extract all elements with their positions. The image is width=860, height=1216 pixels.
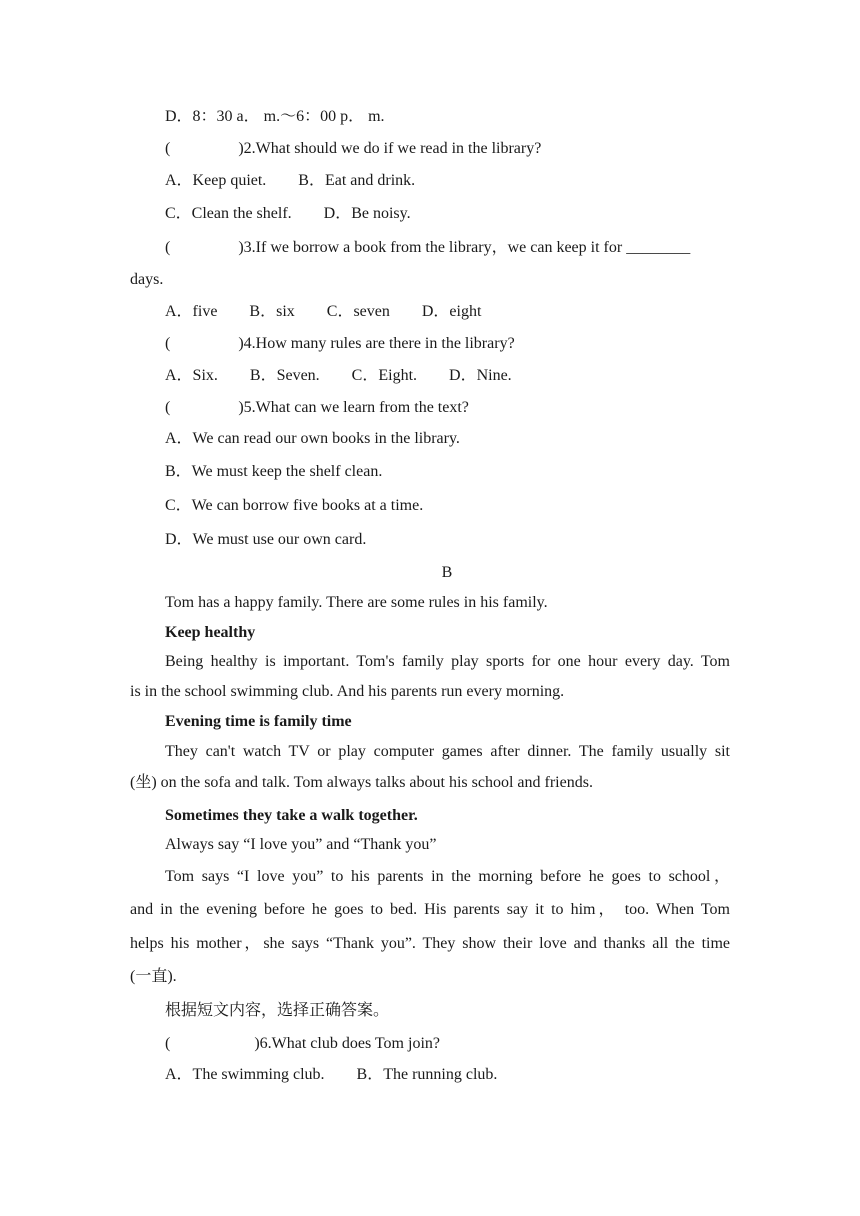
question-3: ( )3.If we borrow a book from the library，we can keep it for ________ xyxy=(165,239,691,256)
question-3-continued: days. xyxy=(130,271,164,288)
instruction-chinese: 根据短文内容，选择正确答案。 xyxy=(165,1002,390,1019)
q5-option-d: D．We must use our own card. xyxy=(165,531,367,548)
question-6: ( )6.What club does Tom join? xyxy=(165,1035,440,1052)
subheading-always-say: Always say “I love you” and “Thank you” xyxy=(165,836,437,853)
sentence-take-a-walk: Sometimes they take a walk together. xyxy=(165,807,418,824)
section-b-heading: B xyxy=(441,564,453,581)
paragraph-keep-healthy-line-2: is in the school swimming club. And his parents run every morning. xyxy=(130,683,565,700)
q2-options-ab: A．Keep quiet. B．Eat and drink. xyxy=(165,172,416,189)
q3-options: A．five B．six C．seven D．eight xyxy=(165,303,482,320)
q4-options: A．Six. B．Seven. C．Eight. D．Nine. xyxy=(165,367,512,384)
question-4: ( )4.How many rules are there in the library? xyxy=(165,335,515,352)
paragraph-keep-healthy-line-1: Being healthy is important. Tom's family play sports for one hour every day. Tom xyxy=(165,653,730,670)
paragraph-love-line-1: Tom says “I love you” to his parents in the morning before he goes to school， xyxy=(165,868,730,885)
paragraph-love-line-3: helps his mother，she says “Thank you”. They show their love and thanks all the time xyxy=(130,935,730,952)
paragraph-evening-line-1: They can't watch TV or play computer games after dinner. The family usually sit xyxy=(165,743,730,760)
q5-option-c: C．We can borrow five books at a time. xyxy=(165,497,424,514)
paragraph-love-line-2: and in the evening before he goes to bed. His parents say it to him， too. When Tom xyxy=(130,901,730,918)
paragraph-love-line-4: (一直). xyxy=(130,968,177,985)
q5-option-b: B．We must keep the shelf clean. xyxy=(165,463,383,480)
question-5: ( )5.What can we learn from the text? xyxy=(165,399,469,416)
q2-options-cd: C．Clean the shelf. D．Be noisy. xyxy=(165,205,411,222)
question-2: ( )2.What should we do if we read in the library? xyxy=(165,140,542,157)
q5-option-a: A．We can read our own books in the library. xyxy=(165,430,460,447)
q1-option-d: D．8：30 a． m.～6：00 p． m. xyxy=(165,108,385,125)
subheading-evening-time: Evening time is family time xyxy=(165,713,352,730)
q6-options: A．The swimming club. B．The running club. xyxy=(165,1066,498,1083)
passage-intro: Tom has a happy family. There are some rules in his family. xyxy=(165,594,548,611)
subheading-keep-healthy: Keep healthy xyxy=(165,624,256,641)
paragraph-evening-line-2: (坐) on the sofa and talk. Tom always talks about his school and friends. xyxy=(130,774,593,791)
